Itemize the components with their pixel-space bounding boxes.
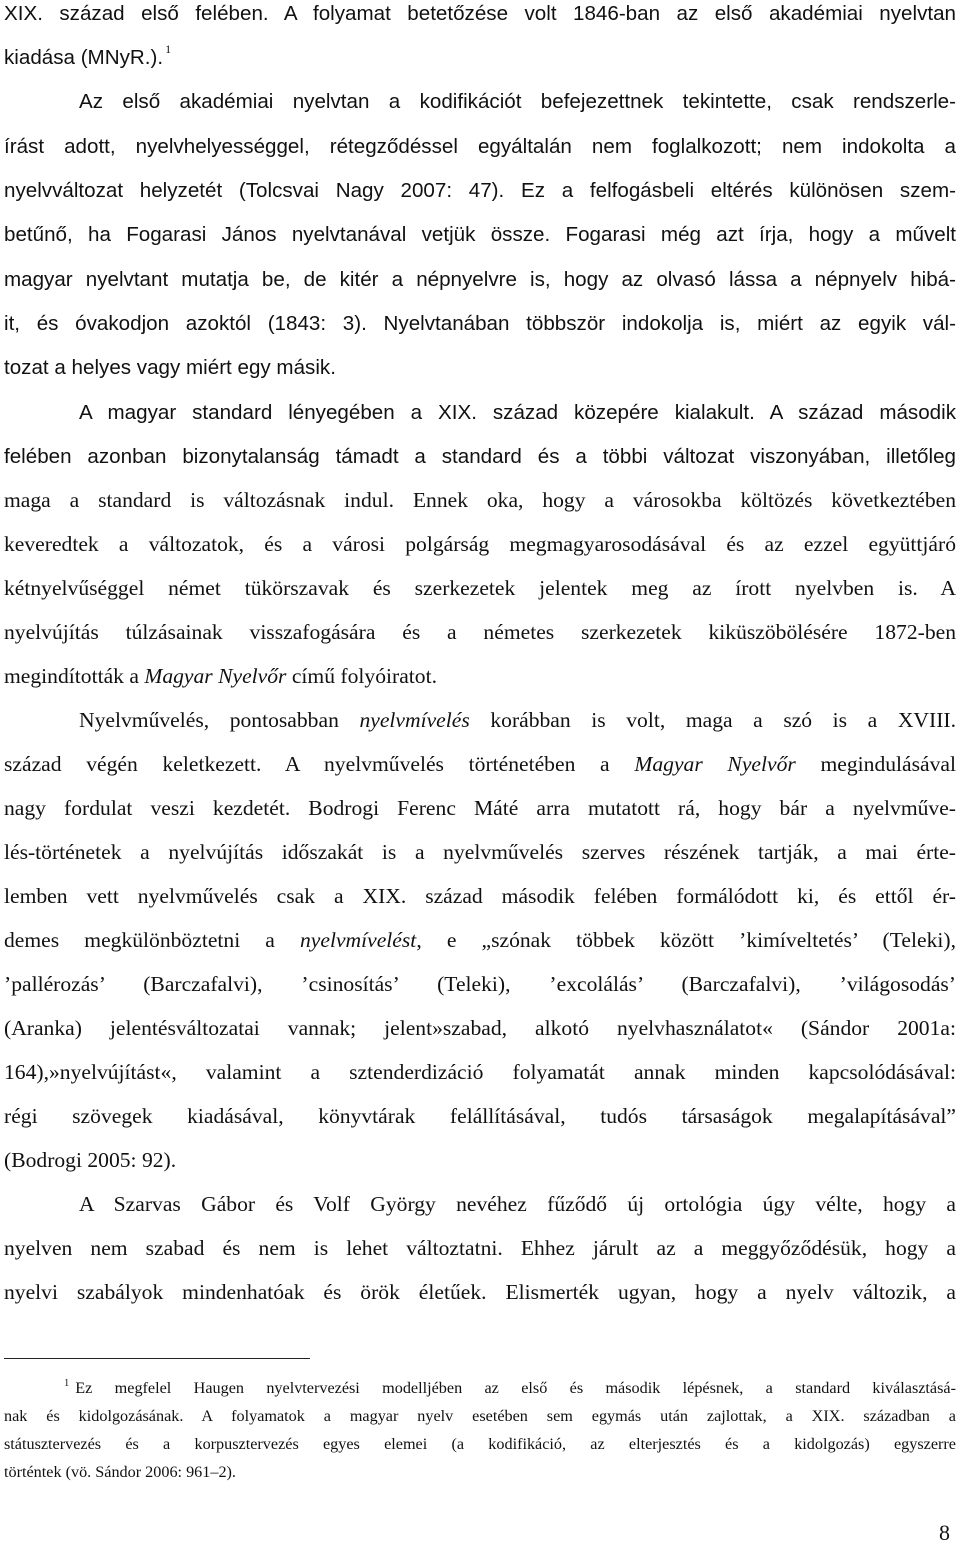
text-segment: nyelvváltozat helyzetét (Tolcsvai Nagy 2007: 47). Ez a felfogásbeli eltérés különösen szem- [4, 179, 956, 202]
text-segment: század végén keletkezett. A nyelvművelés történetében a [4, 752, 635, 776]
text-line [4, 575, 956, 601]
footnote-line [4, 1434, 956, 1454]
journal-title: Magyar Nyelvőr [144, 664, 287, 688]
text-segment: (Aranka) jelentésváltozatai vannak; jelent»szabad, alkotó nyelvhasználatot« (Sándor 2001a: [4, 1016, 956, 1040]
text-segment: felében azonban bizonytalanság támadt a standard és a többi változat viszonyában, illetőleg [4, 445, 956, 468]
italic-term: nyelvmívelés [359, 708, 470, 732]
text-segment: írást adott, nyelvhelyességgel, rétegződéssel egyáltalán nem foglalkozott; nem indokolta a [4, 135, 956, 158]
text-line [4, 663, 437, 689]
text-segment: 164),»nyelvújítást«, valamint a sztenderdizáció folyamatát annak minden kapcsolódásával: [4, 1060, 956, 1084]
text-line [4, 927, 956, 953]
text-segment: XIX. század első felében. A folyamat betetőzése volt 1846-ban az első akadémiai nyelvtan [4, 2, 956, 25]
footnote-text: Ez megfelel Haugen nyelvtervezési modelljében az első és második lépésnek, a standard kiválasztásá- [75, 1379, 956, 1397]
text-line [79, 399, 956, 426]
text-segment: régi szövegek kiadásával, könyvtárak felállításával, tudós társaságok megalapításával” [4, 1104, 956, 1128]
footnote-text: státusztervezés és a korpusztervezés egyes elemei (a kodifikáció, az elterjesztés és a kidolgozás) egyszerre [4, 1435, 956, 1453]
text-line [4, 883, 956, 909]
text-line [4, 751, 956, 777]
text-segment: Az első akadémiai nyelvtan a kodifikációt befejezettnek tekintette, csak rendszerle- [79, 90, 956, 113]
text-segment: A Szarvas Gábor és Volf György nevéhez fűződő új ortológia úgy vélte, hogy a [79, 1192, 956, 1216]
text-segment: demes megkülönböztetni a [4, 928, 300, 952]
text-segment: ’pallérozás’ (Barczafalvi), ’csinosítás’ (Teleki), ’excolálás’ (Barczafalvi), ’világosodás’ [4, 972, 956, 996]
footnote-line [4, 1462, 236, 1482]
italic-term: nyelvmívelést [300, 928, 417, 952]
text-segment: betűnő, ha Fogarasi János nyelvtanával vetjük össze. Fogarasi még azt írja, hogy a művelt [4, 223, 956, 246]
text-segment: korábban is volt, maga a szó is a XVIII. [469, 708, 956, 732]
text-segment: (Bodrogi 2005: 92). [4, 1148, 177, 1172]
text-segment: nyelvújítás túlzásainak visszafogására és a németes szerkezetek kiküszöbölésére 1872-ben [4, 620, 956, 644]
text-line [4, 44, 171, 71]
text-line [4, 443, 956, 470]
text-line [79, 1191, 956, 1217]
text-line [4, 1147, 176, 1173]
text-segment: , e „szónak többek között ’kimíveltetés’ (Teleki), [416, 928, 956, 952]
text-segment: nyelven nem szabad és nem is lehet változtatni. Ehhez járult az a meggyőződésük, hogy a [4, 1236, 956, 1260]
text-line [4, 1015, 956, 1041]
text-segment: A magyar standard lényegében a XIX. század közepére kialakult. A század második [79, 401, 956, 424]
text-line [4, 971, 956, 997]
text-segment: lés-történetek a nyelvújítás időszakát is a nyelvművelés szerves részének tartják, a mai érte- [4, 840, 956, 864]
text-line [4, 310, 956, 337]
text-segment: nyelvi szabályok mindenhatóak és örök életűek. Elismerték ugyan, hogy a nyelv változik, a [4, 1280, 956, 1304]
text-line [4, 354, 336, 381]
text-line [4, 177, 956, 204]
footnote-line [64, 1378, 956, 1398]
text-line [4, 619, 956, 645]
text-line [4, 1235, 956, 1261]
text-line [4, 221, 956, 248]
text-line [79, 707, 956, 733]
text-line [4, 1279, 956, 1305]
text-line [4, 487, 956, 513]
page-number: 8 [939, 1520, 950, 1545]
text-segment: kiadása (MNyR.). [4, 46, 164, 69]
text-segment: tozat a helyes vagy miért egy másik. [4, 356, 336, 379]
text-segment: nagy fordulat veszi kezdetét. Bodrogi Ferenc Máté arra mutatott rá, hogy bár a nyelvműve- [4, 796, 956, 820]
footnote-text: nak és kidolgozásának. A folyamatok a magyar nyelv esetében sem egymás után zajlottak, a XIX. században a [4, 1407, 956, 1425]
text-segment: maga a standard is változásnak indul. Ennek oka, hogy a városokba költözés következtében [4, 488, 956, 512]
text-line [79, 88, 956, 115]
text-line [4, 795, 956, 821]
text-segment: kétnyelvűséggel német tükörszavak és szerkezetek jelentek meg az írott nyelvben is. A [4, 576, 956, 600]
text-line [4, 133, 956, 160]
text-segment: keveredtek a változatok, és a városi polgárság megmagyarosodásával és az ezzel együttjáró [4, 532, 956, 556]
text-segment: megindították a [4, 664, 145, 688]
footnote-reference[interactable]: 1 [165, 42, 172, 56]
text-segment: it, és óvakodjon azoktól (1843: 3). Nyelvtanában többször indokolja is, miért az egyik vál- [4, 312, 956, 335]
text-segment: megindulásával [795, 752, 956, 776]
footnote-line [4, 1406, 956, 1426]
footnote-number: 1 [64, 1378, 70, 1389]
text-line [4, 0, 956, 27]
text-line [4, 1103, 956, 1129]
text-line [4, 266, 956, 293]
journal-title: Magyar Nyelvőr [634, 752, 796, 776]
footnote-text: történtek (vö. Sándor 2006: 961–2). [4, 1463, 236, 1481]
text-line [4, 839, 956, 865]
text-segment: lemben vett nyelvművelés csak a XIX. század második felében formálódott ki, és ettől ér- [4, 884, 956, 908]
text-line [4, 1059, 956, 1085]
footnote-separator [4, 1358, 310, 1359]
text-segment: című folyóiratot. [286, 664, 437, 688]
text-segment: Nyelvművelés, pontosabban [79, 708, 360, 732]
text-segment: magyar nyelvtant mutatja be, de kitér a népnyelvre is, hogy az olvasó lássa a népnyelv hibá- [4, 268, 956, 291]
text-line [4, 531, 956, 557]
